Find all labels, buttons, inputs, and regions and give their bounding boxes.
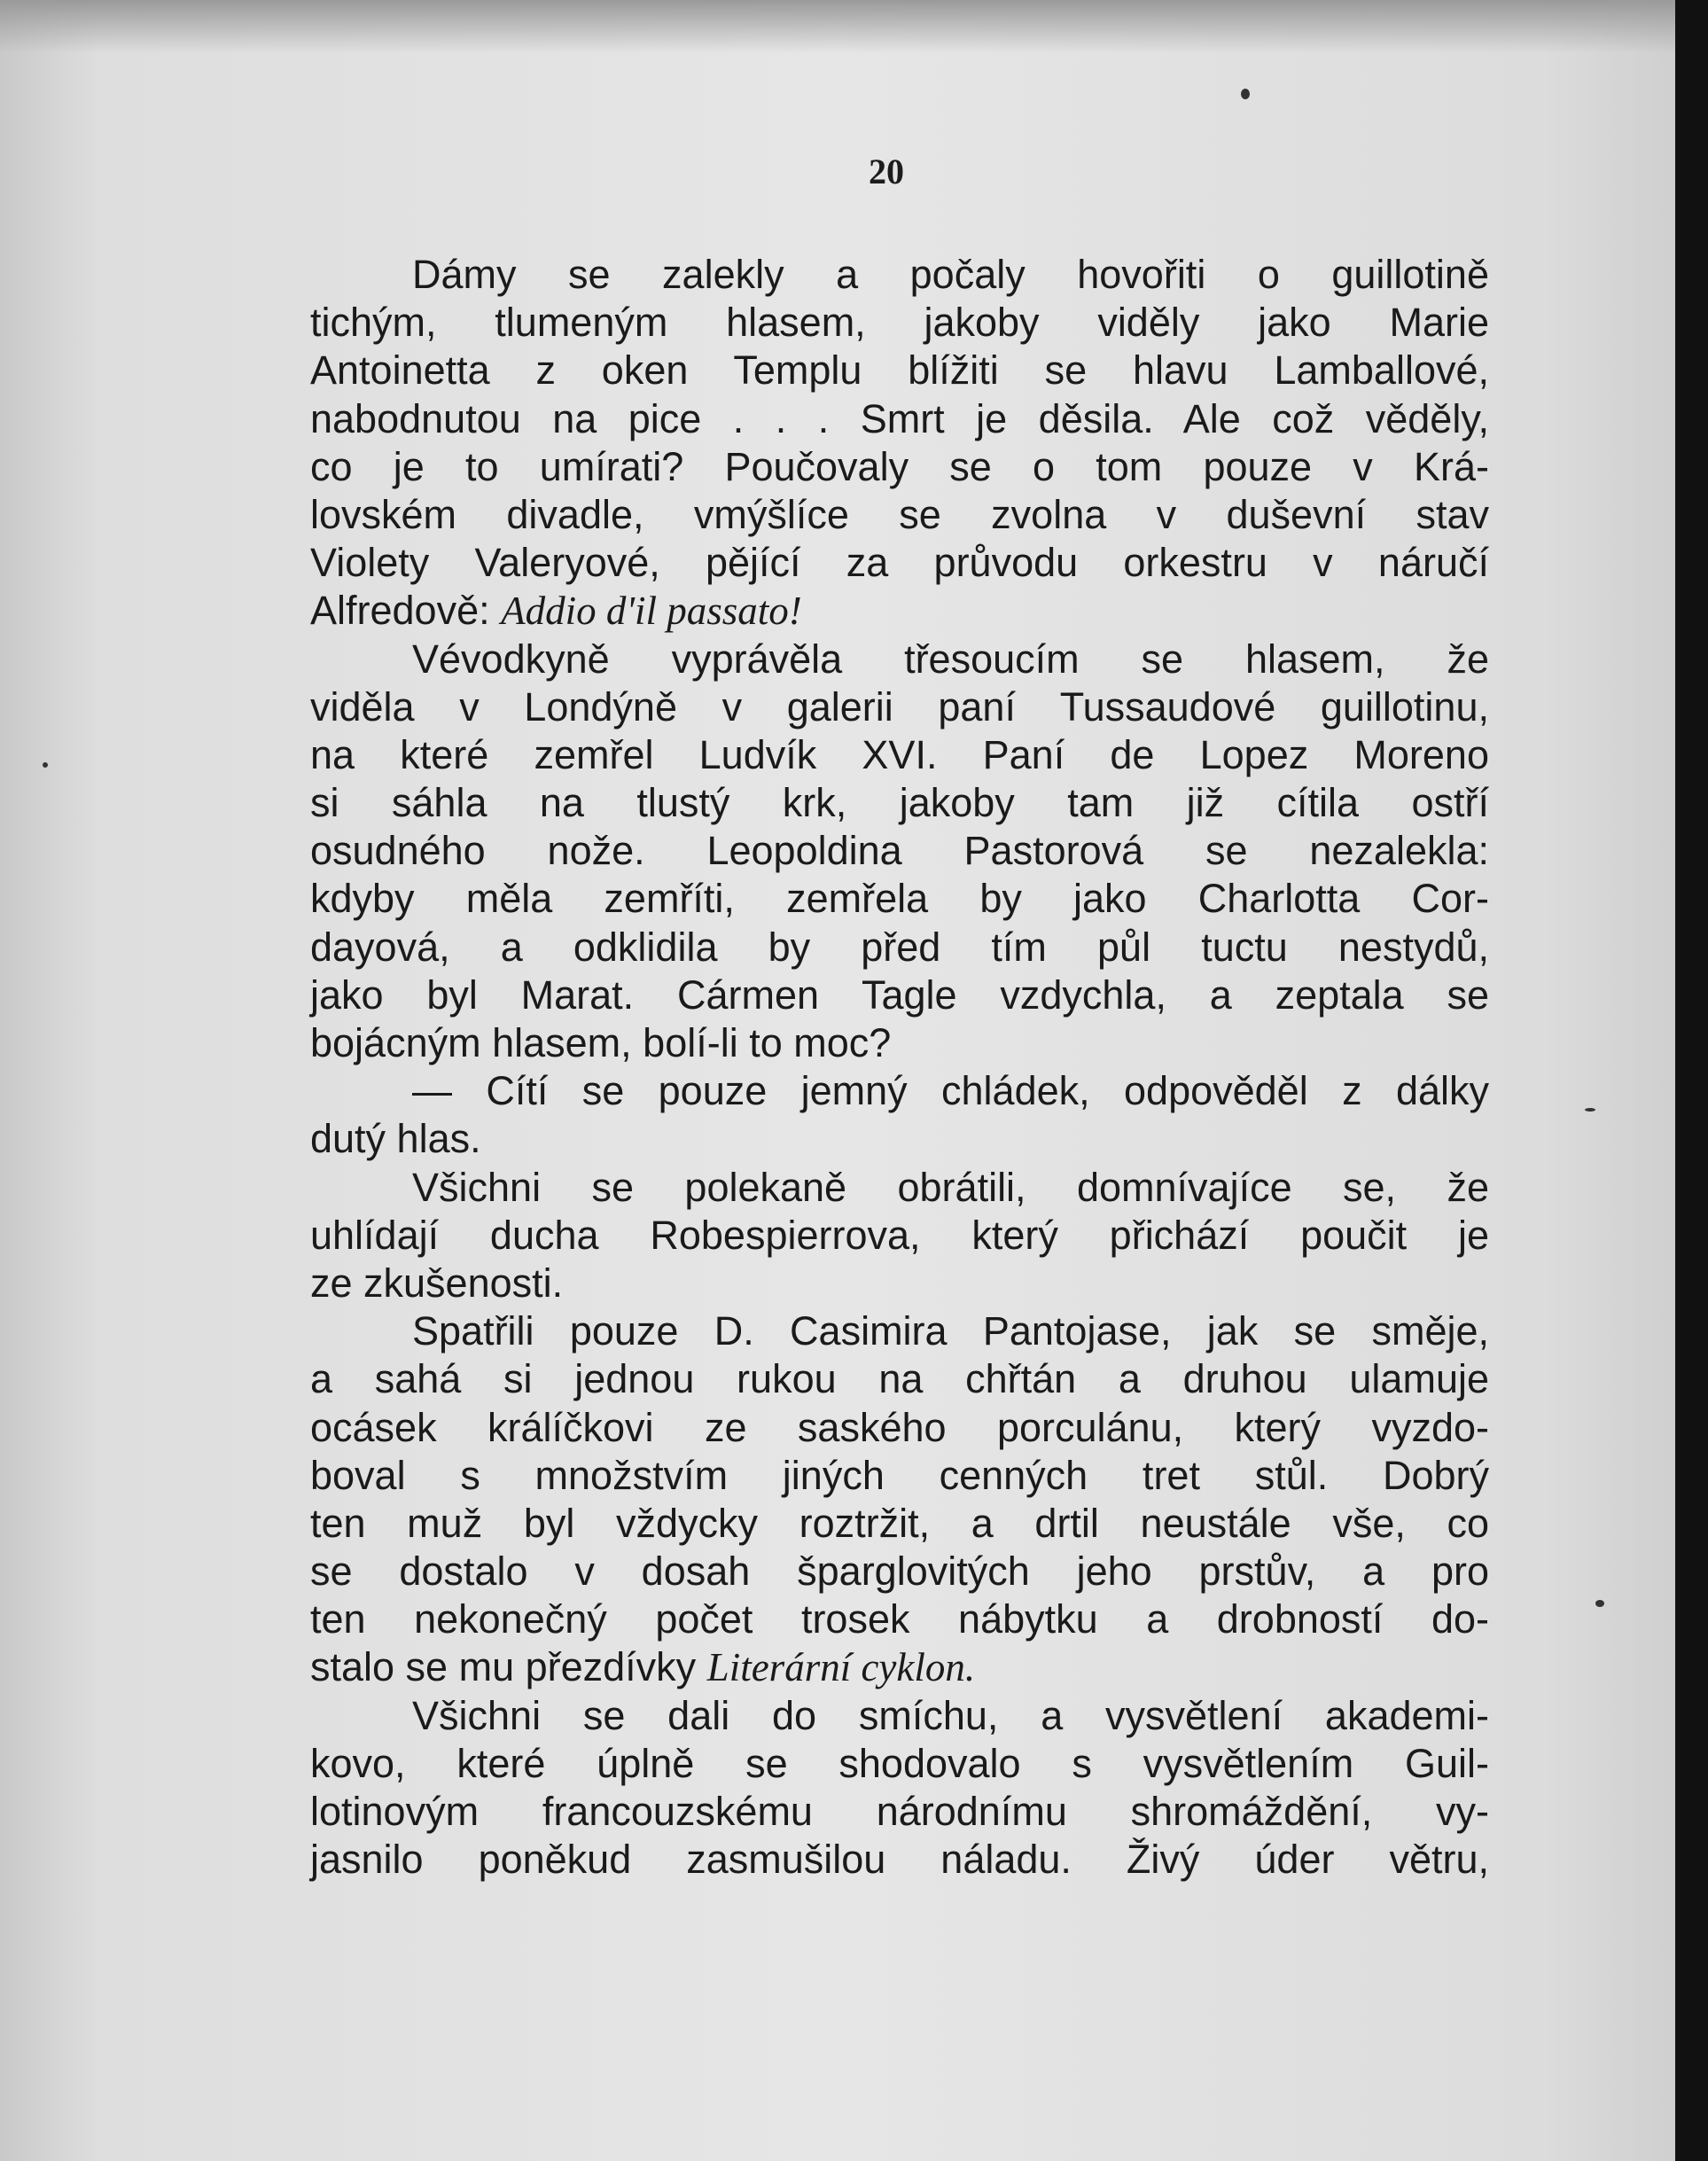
print-speck: [43, 762, 48, 768]
text-line: [310, 395, 1489, 443]
text-line: [310, 251, 1489, 299]
text-line: [310, 1836, 1489, 1884]
text-segment: dutý hlas.: [310, 1116, 481, 1162]
text-line: [310, 299, 1489, 347]
text-segment: na které zemřel Ludvík XVI. Paní de Lopez Moreno: [310, 731, 1489, 777]
text-line: [310, 636, 1489, 683]
text-line: [310, 587, 1489, 635]
page-top-shadow: [0, 0, 1675, 53]
text-line: [310, 1643, 1489, 1691]
text-segment: a sahá si jednou rukou na chřtán a druhou ulamuje: [310, 1356, 1489, 1402]
text-segment: Všichni se dali do smíchu, a vysvětlení akademi-: [412, 1692, 1489, 1738]
italic-text: Literární cyklon.: [706, 1645, 976, 1690]
text-segment: viděla v Londýně v galerii paní Tussaudové guillotinu,: [310, 683, 1489, 729]
print-speck: [1595, 1600, 1604, 1607]
text-line: [310, 924, 1489, 971]
text-segment: tichým, tlumeným hlasem, jakoby viděly jako Marie: [310, 300, 1489, 346]
text-line: [310, 1164, 1489, 1212]
text-segment: nabodnutou na pice . . . Smrt je děsila. Ale což věděly,: [310, 395, 1489, 441]
text-line: [310, 731, 1489, 779]
text-segment: ten muž byl vždycky roztržit, a drtil neustále vše, co: [310, 1500, 1489, 1546]
text-line: [310, 1595, 1489, 1643]
page-number: 20: [869, 152, 904, 191]
text-segment: jako byl Marat. Cármen Tagle vzdychla, a zeptala se: [310, 971, 1489, 1018]
text-segment: stalo se mu přezdívky: [310, 1644, 707, 1690]
text-line: [310, 779, 1489, 827]
text-segment: Dámy se zalekly a počaly hovořiti o guillotině: [412, 252, 1489, 297]
text-segment: dayová, a odklidila by před tím půl tuctu nestydů,: [310, 924, 1489, 970]
text-segment: boval s množstvím jiných cenných tret stůl. Dobrý: [310, 1452, 1489, 1498]
text-line: [310, 1404, 1489, 1452]
text-segment: bojácným hlasem, bolí-li to moc?: [310, 1020, 892, 1065]
text-line: [310, 491, 1489, 539]
text-segment: Všichni se polekaně obrátili, domnívajíce se, že: [412, 1164, 1489, 1210]
text-segment: Vévodkyně vyprávěla třesoucím se hlasem, že: [412, 636, 1489, 682]
text-line: [310, 827, 1489, 875]
text-line: [310, 683, 1489, 731]
text-segment: Alfredově:: [310, 588, 502, 634]
text-line: [310, 875, 1489, 923]
text-segment: kdyby měla zemříti, zemřela by jako Charlotta Cor-: [310, 876, 1489, 922]
text-line: [310, 1260, 1489, 1307]
print-speck: [1585, 1108, 1595, 1112]
text-segment: jasnilo poněkud zasmušilou náladu. Živý úder větru,: [310, 1837, 1489, 1883]
text-segment: si sáhla na tlustý krk, jakoby tam již cítila ostří: [310, 780, 1489, 826]
text-line: [310, 443, 1489, 491]
text-line: [310, 1115, 1489, 1163]
italic-text: Addio d'il passato!: [501, 589, 802, 634]
text-line: [310, 539, 1489, 587]
text-segment: lovském divadle, vmýšlíce se zvolna v duševní stav: [310, 491, 1489, 537]
page-right-edge: [1675, 0, 1708, 2161]
text-segment: Spatřili pouze D. Casimira Pantojase, jak se směje,: [412, 1308, 1489, 1354]
text-line: [310, 1212, 1489, 1260]
text-line: [310, 1692, 1489, 1740]
text-segment: se dostalo v dosah šparglovitých jeho prstův, a pro: [310, 1549, 1489, 1595]
text-line: [310, 1740, 1489, 1788]
text-segment: — Cítí se pouze jemný chládek, odpověděl z dálky: [412, 1068, 1489, 1114]
text-segment: co je to umírati? Poučovaly se o tom pouze v Krá-: [310, 443, 1489, 489]
text-segment: osudného nože. Leopoldina Pastorová se nezalekla:: [310, 828, 1489, 874]
text-line: [310, 347, 1489, 394]
text-line: [310, 1355, 1489, 1403]
text-line: [310, 1788, 1489, 1836]
text-line: [310, 1307, 1489, 1355]
text-line: [310, 1548, 1489, 1595]
text-segment: Violety Valeryové, pějící za průvodu orkestru v náručí: [310, 540, 1489, 586]
text-segment: Antoinetta z oken Templu blížiti se hlavu Lamballové,: [310, 347, 1489, 394]
text-segment: lotinovým francouzskému národnímu shromáždění, vy-: [310, 1789, 1489, 1834]
text-segment: ten nekonečný počet trosek nábytku a drobností do-: [310, 1596, 1489, 1642]
text-segment: uhlídají ducha Robespierrova, který přichází poučit je: [310, 1212, 1489, 1258]
text-segment: ze zkušenosti.: [310, 1260, 564, 1306]
print-speck: [1241, 89, 1250, 99]
text-line: [310, 1019, 1489, 1067]
text-line: [310, 1500, 1489, 1548]
text-line: [310, 1067, 1489, 1115]
text-segment: kovo, které úplně se shodovalo s vysvětlením Guil-: [310, 1740, 1489, 1786]
text-line: [310, 1452, 1489, 1500]
text-line: [310, 971, 1489, 1019]
text-segment: ocásek králíčkovi ze saského porculánu, který vyzdo-: [310, 1404, 1489, 1450]
body-text: [310, 251, 1489, 1884]
